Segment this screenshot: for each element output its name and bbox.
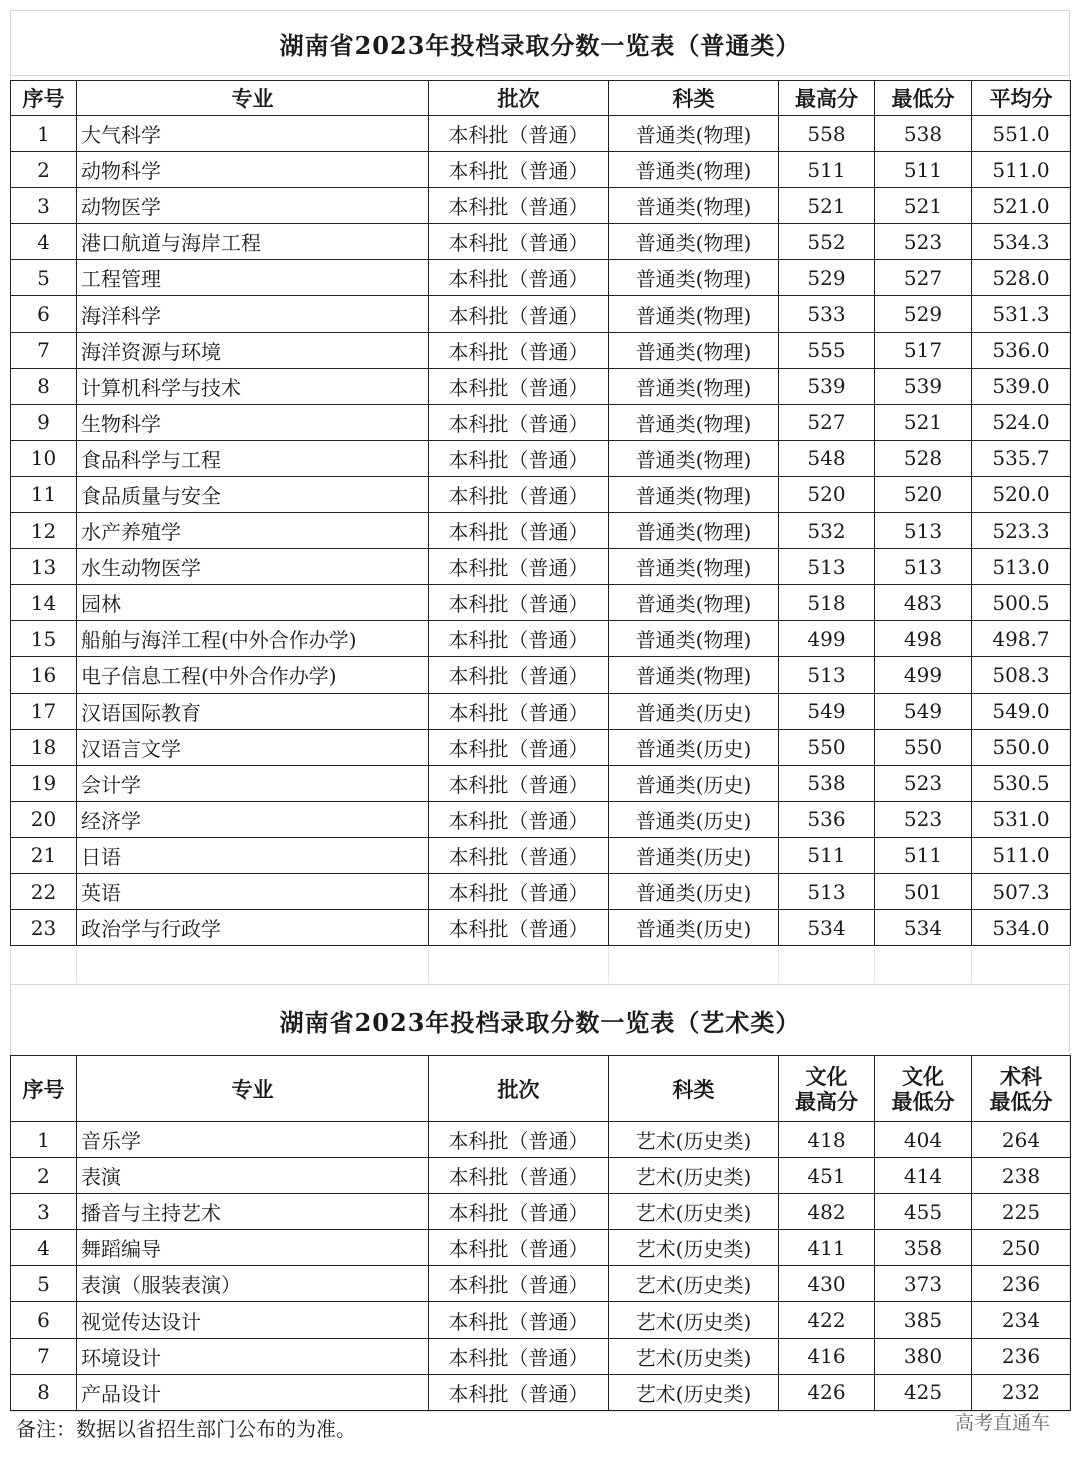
header-major: 专业 — [77, 81, 429, 116]
cell-score-1: 422 — [779, 1302, 875, 1338]
cell-batch: 本科批（普通） — [429, 152, 609, 188]
cell-index: 1 — [11, 1122, 77, 1158]
cell-index: 3 — [11, 1194, 77, 1230]
cell-batch: 本科批（普通） — [429, 873, 609, 909]
table-row — [11, 729, 1071, 765]
cell-category: 艺术(历史类) — [609, 1122, 779, 1158]
cell-batch: 本科批（普通） — [429, 657, 609, 693]
cell-category: 普通类(历史) — [609, 873, 779, 909]
cell-score-3: 531.3 — [972, 296, 1071, 332]
cell-score-1: 418 — [779, 1122, 875, 1158]
cell-major: 海洋科学 — [77, 296, 429, 332]
cell-category: 普通类(物理) — [609, 188, 779, 224]
cell-score-1: 499 — [779, 621, 875, 657]
cell-score-2: 511 — [875, 152, 972, 188]
cell-major: 舞蹈编导 — [77, 1230, 429, 1266]
cell-batch: 本科批（普通） — [429, 549, 609, 585]
cell-category: 普通类(物理) — [609, 116, 779, 152]
cell-major: 动物医学 — [77, 188, 429, 224]
cell-batch: 本科批（普通） — [429, 1122, 609, 1158]
cell-major: 汉语言文学 — [77, 729, 429, 765]
cell-score-2: 523 — [875, 224, 972, 260]
cell-batch: 本科批（普通） — [429, 224, 609, 260]
cell-category: 艺术(历史类) — [609, 1338, 779, 1374]
table-row — [11, 1374, 1071, 1410]
cell-score-3: 498.7 — [972, 621, 1071, 657]
cell-score-1: 520 — [779, 476, 875, 512]
cell-major: 食品科学与工程 — [77, 440, 429, 476]
cell-major: 水生动物医学 — [77, 549, 429, 585]
cell-index: 2 — [11, 152, 77, 188]
cell-category: 普通类(物理) — [609, 440, 779, 476]
cell-score-3: 521.0 — [972, 188, 1071, 224]
cell-index: 18 — [11, 729, 77, 765]
table-row — [11, 657, 1071, 693]
header-batch: 批次 — [429, 81, 609, 116]
cell-score-3: 539.0 — [972, 368, 1071, 404]
cell-index: 21 — [11, 837, 77, 873]
cell-score-1: 529 — [779, 260, 875, 296]
cell-score-2: 385 — [875, 1302, 972, 1338]
cell-batch: 本科批（普通） — [429, 621, 609, 657]
cell-score-3: 523.3 — [972, 513, 1071, 549]
cell-score-3: 236 — [972, 1266, 1071, 1302]
cell-score-2: 455 — [875, 1194, 972, 1230]
cell-score-2: 528 — [875, 440, 972, 476]
cell-batch: 本科批（普通） — [429, 440, 609, 476]
cell-score-1: 521 — [779, 188, 875, 224]
cell-category: 普通类(物理) — [609, 549, 779, 585]
cell-score-3: 528.0 — [972, 260, 1071, 296]
table-row — [11, 910, 1071, 946]
cell-score-3: 234 — [972, 1302, 1071, 1338]
header-max-score: 最高分 — [779, 81, 875, 116]
cell-score-2: 523 — [875, 801, 972, 837]
cell-category: 普通类(物理) — [609, 296, 779, 332]
cell-major: 汉语国际教育 — [77, 693, 429, 729]
cell-score-1: 411 — [779, 1230, 875, 1266]
cell-batch: 本科批（普通） — [429, 260, 609, 296]
cell-index: 8 — [11, 368, 77, 404]
table-row — [11, 224, 1071, 260]
cell-score-2: 414 — [875, 1158, 972, 1194]
cell-category: 普通类(物理) — [609, 585, 779, 621]
art-score-table — [10, 1055, 1071, 1411]
table-row — [11, 188, 1071, 224]
header-major: 专业 — [77, 1056, 429, 1122]
table-row — [11, 332, 1071, 368]
cell-category: 普通类(历史) — [609, 837, 779, 873]
art-table-title: 湖南省2023年投档录取分数一览表（艺术类） — [10, 984, 1070, 1056]
cell-category: 普通类(物理) — [609, 621, 779, 657]
cell-major: 产品设计 — [77, 1374, 429, 1410]
cell-score-2: 520 — [875, 476, 972, 512]
cell-index: 12 — [11, 513, 77, 549]
cell-batch: 本科批（普通） — [429, 837, 609, 873]
cell-score-3: 508.3 — [972, 657, 1071, 693]
cell-score-2: 425 — [875, 1374, 972, 1410]
table-row — [11, 1266, 1071, 1302]
cell-score-1: 539 — [779, 368, 875, 404]
cell-score-2: 513 — [875, 549, 972, 585]
cell-index: 4 — [11, 224, 77, 260]
cell-score-3: 225 — [972, 1194, 1071, 1230]
cell-category: 普通类(历史) — [609, 729, 779, 765]
cell-index: 20 — [11, 801, 77, 837]
table-row — [11, 1158, 1071, 1194]
cell-score-2: 499 — [875, 657, 972, 693]
cell-batch: 本科批（普通） — [429, 476, 609, 512]
cell-batch: 本科批（普通） — [429, 513, 609, 549]
cell-score-3: 511.0 — [972, 837, 1071, 873]
cell-category: 艺术(历史类) — [609, 1158, 779, 1194]
cell-index: 4 — [11, 1230, 77, 1266]
table-row — [11, 1338, 1071, 1374]
cell-index: 5 — [11, 260, 77, 296]
cell-category: 艺术(历史类) — [609, 1266, 779, 1302]
cell-score-2: 501 — [875, 873, 972, 909]
cell-index: 2 — [11, 1158, 77, 1194]
cell-score-2: 373 — [875, 1266, 972, 1302]
cell-category: 艺术(历史类) — [609, 1374, 779, 1410]
cell-score-3: 536.0 — [972, 332, 1071, 368]
cell-index: 22 — [11, 873, 77, 909]
cell-major: 计算机科学与技术 — [77, 368, 429, 404]
cell-batch: 本科批（普通） — [429, 188, 609, 224]
cell-score-3: 507.3 — [972, 873, 1071, 909]
cell-score-1: 511 — [779, 837, 875, 873]
cell-score-3: 250 — [972, 1230, 1071, 1266]
table-row — [11, 404, 1071, 440]
cell-score-3: 551.0 — [972, 116, 1071, 152]
cell-score-1: 513 — [779, 549, 875, 585]
cell-score-2: 527 — [875, 260, 972, 296]
cell-category: 普通类(物理) — [609, 404, 779, 440]
cell-score-2: 550 — [875, 729, 972, 765]
table-row — [11, 873, 1071, 909]
watermark: 高考直通车 — [954, 1412, 1050, 1434]
cell-category: 普通类(物理) — [609, 152, 779, 188]
cell-category: 普通类(历史) — [609, 910, 779, 946]
cell-category: 艺术(历史类) — [609, 1194, 779, 1230]
table-row — [11, 765, 1071, 801]
cell-score-3: 236 — [972, 1338, 1071, 1374]
cell-score-3: 513.0 — [972, 549, 1071, 585]
header-batch: 批次 — [429, 1056, 609, 1122]
cell-category: 普通类(历史) — [609, 801, 779, 837]
table-row — [11, 1122, 1071, 1158]
cell-category: 普通类(历史) — [609, 765, 779, 801]
cell-major: 电子信息工程(中外合作办学) — [77, 657, 429, 693]
cell-major: 视觉传达设计 — [77, 1302, 429, 1338]
cell-major: 经济学 — [77, 801, 429, 837]
cell-major: 表演 — [77, 1158, 429, 1194]
general-score-table — [10, 80, 1071, 946]
cell-major: 船舶与海洋工程(中外合作办学) — [77, 621, 429, 657]
cell-index: 15 — [11, 621, 77, 657]
cell-batch: 本科批（普通） — [429, 1230, 609, 1266]
cell-batch: 本科批（普通） — [429, 404, 609, 440]
cell-index: 19 — [11, 765, 77, 801]
cell-major: 政治学与行政学 — [77, 910, 429, 946]
cell-major: 生物科学 — [77, 404, 429, 440]
cell-score-1: 527 — [779, 404, 875, 440]
cell-score-1: 482 — [779, 1194, 875, 1230]
cell-score-3: 500.5 — [972, 585, 1071, 621]
table-row — [11, 296, 1071, 332]
general-table-title: 湖南省2023年投档录取分数一览表（普通类） — [10, 10, 1070, 76]
cell-batch: 本科批（普通） — [429, 1374, 609, 1410]
cell-score-1: 538 — [779, 765, 875, 801]
cell-score-3: 238 — [972, 1158, 1071, 1194]
cell-score-2: 538 — [875, 116, 972, 152]
cell-category: 普通类(物理) — [609, 368, 779, 404]
cell-index: 6 — [11, 1302, 77, 1338]
cell-score-1: 451 — [779, 1158, 875, 1194]
cell-score-1: 426 — [779, 1374, 875, 1410]
cell-index: 11 — [11, 476, 77, 512]
cell-batch: 本科批（普通） — [429, 1266, 609, 1302]
cell-major: 表演（服装表演） — [77, 1266, 429, 1302]
table-row — [11, 621, 1071, 657]
cell-score-3: 550.0 — [972, 729, 1071, 765]
cell-index: 7 — [11, 332, 77, 368]
cell-score-1: 518 — [779, 585, 875, 621]
cell-batch: 本科批（普通） — [429, 1338, 609, 1374]
header-index: 序号 — [11, 1056, 77, 1122]
header-culture-max: 文化 最高分 — [779, 1056, 875, 1122]
cell-category: 普通类(物理) — [609, 260, 779, 296]
cell-batch: 本科批（普通） — [429, 116, 609, 152]
cell-index: 6 — [11, 296, 77, 332]
header-category: 科类 — [609, 1056, 779, 1122]
cell-score-1: 552 — [779, 224, 875, 260]
cell-score-2: 521 — [875, 404, 972, 440]
header-min-score: 最低分 — [875, 81, 972, 116]
cell-major: 食品质量与安全 — [77, 476, 429, 512]
cell-category: 普通类(物理) — [609, 476, 779, 512]
cell-score-3: 511.0 — [972, 152, 1071, 188]
cell-major: 大气科学 — [77, 116, 429, 152]
cell-category: 普通类(历史) — [609, 693, 779, 729]
footnote: 备注：数据以省招生部门公布的为准。 — [16, 1417, 356, 1441]
cell-index: 13 — [11, 549, 77, 585]
cell-score-1: 513 — [779, 873, 875, 909]
header-category: 科类 — [609, 81, 779, 116]
table-row — [11, 549, 1071, 585]
cell-score-2: 513 — [875, 513, 972, 549]
cell-score-1: 549 — [779, 693, 875, 729]
cell-major: 会计学 — [77, 765, 429, 801]
cell-score-1: 534 — [779, 910, 875, 946]
cell-major: 播音与主持艺术 — [77, 1194, 429, 1230]
cell-batch: 本科批（普通） — [429, 1158, 609, 1194]
table-row — [11, 1230, 1071, 1266]
table-row — [11, 440, 1071, 476]
cell-score-2: 539 — [875, 368, 972, 404]
cell-major: 音乐学 — [77, 1122, 429, 1158]
cell-major: 环境设计 — [77, 1338, 429, 1374]
cell-score-2: 498 — [875, 621, 972, 657]
table-row — [11, 116, 1071, 152]
cell-batch: 本科批（普通） — [429, 910, 609, 946]
cell-batch: 本科批（普通） — [429, 1194, 609, 1230]
cell-score-1: 511 — [779, 152, 875, 188]
header-index: 序号 — [11, 81, 77, 116]
cell-index: 23 — [11, 910, 77, 946]
cell-score-3: 531.0 — [972, 801, 1071, 837]
cell-major: 工程管理 — [77, 260, 429, 296]
cell-score-3: 232 — [972, 1374, 1071, 1410]
cell-category: 普通类(物理) — [609, 657, 779, 693]
cell-score-1: 536 — [779, 801, 875, 837]
cell-batch: 本科批（普通） — [429, 729, 609, 765]
cell-score-3: 549.0 — [972, 693, 1071, 729]
cell-index: 16 — [11, 657, 77, 693]
cell-batch: 本科批（普通） — [429, 801, 609, 837]
cell-major: 水产养殖学 — [77, 513, 429, 549]
cell-score-3: 534.3 — [972, 224, 1071, 260]
table-row — [11, 585, 1071, 621]
cell-score-2: 529 — [875, 296, 972, 332]
cell-score-3: 520.0 — [972, 476, 1071, 512]
cell-major: 园林 — [77, 585, 429, 621]
cell-index: 5 — [11, 1266, 77, 1302]
cell-category: 艺术(历史类) — [609, 1230, 779, 1266]
table-header-row — [11, 1056, 1071, 1122]
table-row — [11, 837, 1071, 873]
table-row — [11, 513, 1071, 549]
header-culture-min: 文化 最低分 — [875, 1056, 972, 1122]
cell-index: 3 — [11, 188, 77, 224]
cell-major: 港口航道与海岸工程 — [77, 224, 429, 260]
cell-score-1: 416 — [779, 1338, 875, 1374]
cell-major: 海洋资源与环境 — [77, 332, 429, 368]
cell-score-2: 523 — [875, 765, 972, 801]
header-art-min: 术科 最低分 — [972, 1056, 1071, 1122]
table-row — [11, 368, 1071, 404]
cell-score-1: 550 — [779, 729, 875, 765]
cell-score-3: 534.0 — [972, 910, 1071, 946]
cell-category: 普通类(物理) — [609, 513, 779, 549]
cell-major: 动物科学 — [77, 152, 429, 188]
cell-batch: 本科批（普通） — [429, 296, 609, 332]
cell-category: 普通类(物理) — [609, 332, 779, 368]
cell-score-3: 530.5 — [972, 765, 1071, 801]
cell-index: 10 — [11, 440, 77, 476]
cell-score-3: 535.7 — [972, 440, 1071, 476]
table-row — [11, 152, 1071, 188]
cell-batch: 本科批（普通） — [429, 332, 609, 368]
cell-score-1: 430 — [779, 1266, 875, 1302]
cell-major: 日语 — [77, 837, 429, 873]
cell-index: 14 — [11, 585, 77, 621]
cell-score-2: 521 — [875, 188, 972, 224]
cell-score-2: 380 — [875, 1338, 972, 1374]
table-row — [11, 693, 1071, 729]
cell-index: 17 — [11, 693, 77, 729]
cell-score-2: 534 — [875, 910, 972, 946]
table-header-row — [11, 81, 1071, 116]
cell-score-2: 549 — [875, 693, 972, 729]
cell-score-2: 517 — [875, 332, 972, 368]
cell-category: 艺术(历史类) — [609, 1302, 779, 1338]
cell-score-2: 404 — [875, 1122, 972, 1158]
table-row — [11, 1302, 1071, 1338]
cell-score-3: 524.0 — [972, 404, 1071, 440]
cell-score-2: 511 — [875, 837, 972, 873]
cell-index: 1 — [11, 116, 77, 152]
cell-score-2: 358 — [875, 1230, 972, 1266]
cell-index: 9 — [11, 404, 77, 440]
cell-score-1: 532 — [779, 513, 875, 549]
table-row — [11, 476, 1071, 512]
cell-score-1: 548 — [779, 440, 875, 476]
cell-score-1: 533 — [779, 296, 875, 332]
cell-score-1: 555 — [779, 332, 875, 368]
cell-score-1: 558 — [779, 116, 875, 152]
cell-batch: 本科批（普通） — [429, 1302, 609, 1338]
cell-major: 英语 — [77, 873, 429, 909]
cell-category: 普通类(物理) — [609, 224, 779, 260]
cell-batch: 本科批（普通） — [429, 765, 609, 801]
cell-index: 8 — [11, 1374, 77, 1410]
cell-batch: 本科批（普通） — [429, 585, 609, 621]
cell-score-3: 264 — [972, 1122, 1071, 1158]
cell-score-2: 483 — [875, 585, 972, 621]
table-row — [11, 1194, 1071, 1230]
table-spacer-row — [10, 947, 1070, 983]
cell-batch: 本科批（普通） — [429, 693, 609, 729]
header-avg-score: 平均分 — [972, 81, 1071, 116]
cell-score-1: 513 — [779, 657, 875, 693]
table-row — [11, 801, 1071, 837]
table-row — [11, 260, 1071, 296]
cell-index: 7 — [11, 1338, 77, 1374]
cell-batch: 本科批（普通） — [429, 368, 609, 404]
